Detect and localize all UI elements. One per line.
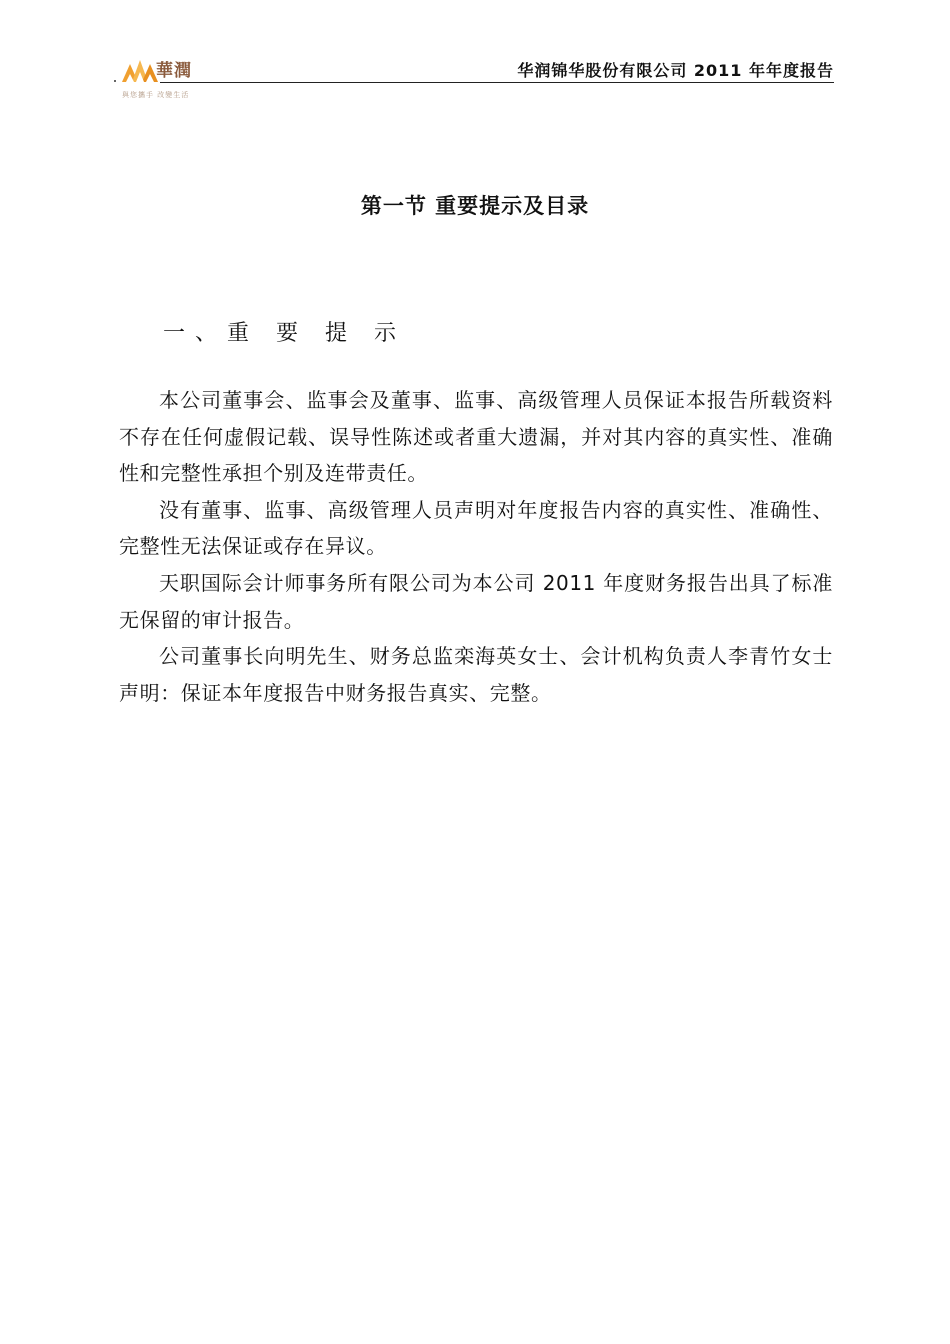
important-notice-body: [119, 382, 833, 711]
logo-mountain-icon: [122, 56, 158, 84]
notice-paragraph: 公司董事长向明先生、财务总监栾海英女士、会计机构负责人李青竹女士声明：保证本年度报告中财务报告真实、完整。: [119, 644, 833, 705]
important-notice-heading: 一、重 要 提 示: [163, 321, 406, 346]
header-dot: [114, 80, 116, 82]
company-logo: [118, 54, 198, 102]
notice-paragraph: 本公司董事会、监事会及董事、监事、高级管理人员保证本报告所载资料不存在任何虚假记载、误导性陈述或者重大遗漏，并对其内容的真实性、准确性和完整性承担个别及连带责任。: [119, 388, 833, 486]
logo-brand-text: 華潤: [156, 61, 192, 81]
report-title: 华润锦华股份有限公司 2011 年年度报告: [517, 61, 834, 80]
header-rule: [160, 82, 834, 83]
section-title: 第一节 重要提示及目录: [360, 194, 590, 218]
logo-slogan: 與您攜手 改變生活: [122, 91, 190, 99]
notice-paragraph: 没有董事、监事、高级管理人员声明对年度报告内容的真实性、准确性、完整性无法保证或存在异议。: [119, 497, 833, 559]
notice-paragraph: 天职国际会计师事务所有限公司为本公司 2011 年度财务报告出具了标准无保留的审计报告。: [119, 570, 833, 632]
